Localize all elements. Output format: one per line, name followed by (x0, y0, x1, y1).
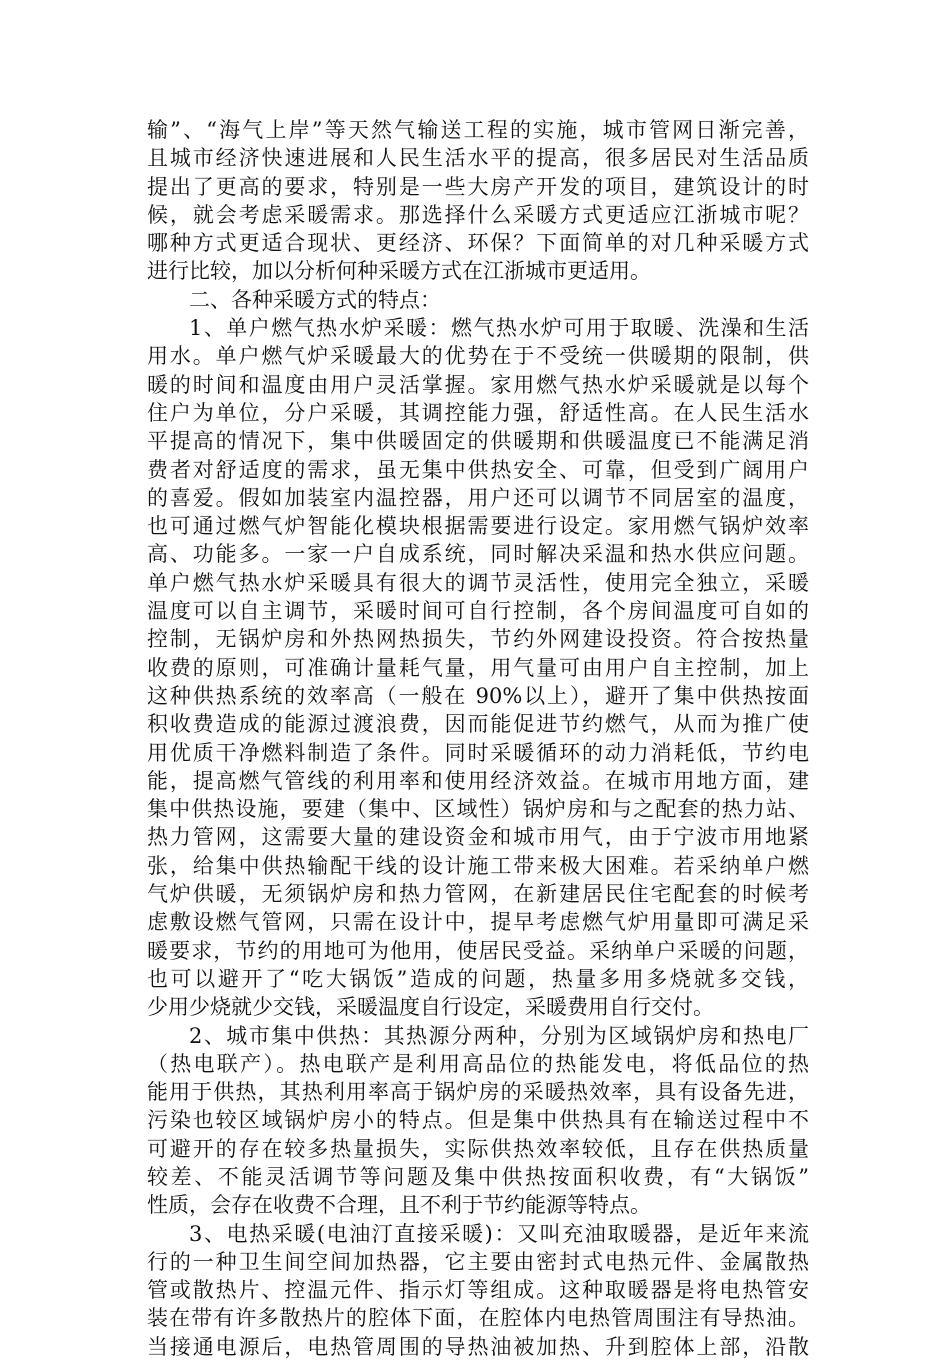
text-line: 也可以避开了“吃大锅饭”造成的问题，热量多用多烧就多交钱， (147, 966, 809, 991)
text-line: 集中供热设施，要建（集中、区域性）锅炉房和与之配套的热力站、 (147, 797, 809, 822)
text-line: 用优质干净燃料制造了条件。同时采暖循环的动力消耗低，节约电 (147, 740, 809, 765)
text-line: 费者对舒适度的需求，虽无集中供热安全、可靠，但受到广阔用户 (147, 457, 809, 482)
text-line: 少用少烧就少交钱，采暖温度自行设定，采暖费用自行交付。 (147, 995, 714, 1020)
text-line: （热电联产）。热电联产是利用高品位的热能发电，将低品位的热 (147, 1051, 809, 1076)
text-line: 进行比较，加以分析何种采暖方式在江浙城市更适用。 (147, 259, 651, 284)
text-line: 输”、“海气上岸”等天然气输送工程的实施，城市管网日渐完善， (147, 118, 809, 142)
text-line: 提出了更高的要求，特别是一些大房产开发的项目，建筑设计的时 (147, 174, 809, 199)
text-line: 控制，无锅炉房和外热网热损失，节约外网建设投资。符合按热量 (147, 627, 809, 652)
text-line: 管或散热片、控温元件、指示灯等组成。这种取暖器是将电热管安 (147, 1278, 809, 1303)
text-line: 可避开的存在较多热量损失，实际供热效率较低，且存在供热质量 (147, 1136, 809, 1161)
text-line: 也可通过燃气炉智能化模块根据需要进行设定。家用燃气锅炉效率 (147, 514, 809, 539)
text-line: 收费的原则，可准确计量耗气量，用气量可由用户自主控制，加上 (147, 655, 809, 680)
text-line: 性质，会存在收费不合理，且不利于节约能源等特点。 (147, 1193, 651, 1218)
text-line: 能用于供热，其热利用率高于锅炉房的采暖热效率，具有设备先进， (147, 1080, 809, 1105)
text-line: 气炉供暖，无须锅炉房和热力管网，在新建居民住宅配套的时候考 (147, 882, 809, 907)
text-line: 1、单户燃气热水炉采暖：燃气热水炉可用于取暖、洗澡和生活 (189, 316, 809, 341)
text-line: 污染也较区域锅炉房小的特点。但是集中供热具有在输送过程中不 (147, 1108, 809, 1133)
text-line: 这种供热系统的效率高（一般在 90%以上），避开了集中供热按面 (147, 683, 809, 708)
text-line: 积收费造成的能源过渡浪费，因而能促进节约燃气，从而为推广使 (147, 712, 809, 737)
text-line: 的喜爱。假如加装室内温控器，用户还可以调节不同居室的温度， (147, 485, 809, 510)
text-line: 高、功能多。一家一户自成系统，同时解决采温和热水供应问题。 (147, 542, 809, 567)
text-line: 暖要求，节约的用地可为他用，使居民受益。采纳单户采暖的问题， (147, 938, 809, 963)
text-line: 哪种方式更适合现状、更经济、环保？下面简单的对几种采暖方式 (147, 231, 809, 256)
text-line: 且城市经济快速进展和人民生活水平的提高，很多居民对生活品质 (147, 146, 809, 171)
text-line: 3、电热采暖(电油汀直接采暖)：又叫充油取暖器，是近年来流 (189, 1221, 809, 1246)
text-line: 张，给集中供热输配干线的设计施工带来极大困难。若采纳单户燃 (147, 853, 809, 878)
text-line: 2、城市集中供热：其热源分两种，分别为区域锅炉房和热电厂 (189, 1023, 809, 1048)
text-line: 当接通电源后，电热管周围的导热油被加热、升到腔体上部，沿散 (147, 1334, 809, 1359)
text-line: 单户燃气热水炉采暖具有很大的调节灵活性，使用完全独立，采暖 (147, 570, 809, 595)
text-line: 装在带有许多散热片的腔体下面，在腔体内电热管周围注有导热油。 (147, 1306, 809, 1331)
text-line: 热力管网，这需要大量的建设资金和城市用气，由于宁波市用地紧 (147, 825, 809, 850)
text-line: 住户为单位，分户采暖，其调控能力强，舒适性高。在人民生活水 (147, 400, 809, 425)
text-line: 虑敷设燃气管网，只需在设计中，提早考虑燃气炉用量即可满足采 (147, 910, 809, 935)
text-line: 行的一种卫生间空间加热器，它主要由密封式电热元件、金属散热 (147, 1249, 809, 1274)
text-line: 较差、不能灵活调节等问题及集中供热按面积收费，有“大锅饭” (147, 1164, 809, 1189)
text-line: 能，提高燃气管线的利用率和使用经济效益。在城市用地方面，建 (147, 768, 809, 793)
text-line: 候，就会考虑采暖需求。那选择什么采暖方式更适应江浙城市呢？ (147, 202, 809, 227)
text-line: 用水。单户燃气炉采暖最大的优势在于不受统一供暖期的限制，供 (147, 344, 809, 369)
text-line: 暖的时间和温度由用户灵活掌握。家用燃气热水炉采暖就是以每个 (147, 372, 809, 397)
text-line: 二、各种采暖方式的特点： (189, 287, 441, 312)
document-body (147, 116, 809, 1361)
text-line: 温度可以自主调节，采暖时间可自行控制，各个房间温度可自如的 (147, 599, 809, 624)
text-line: 平提高的情况下，集中供暖固定的供暖期和供暖温度已不能满足消 (147, 429, 809, 454)
